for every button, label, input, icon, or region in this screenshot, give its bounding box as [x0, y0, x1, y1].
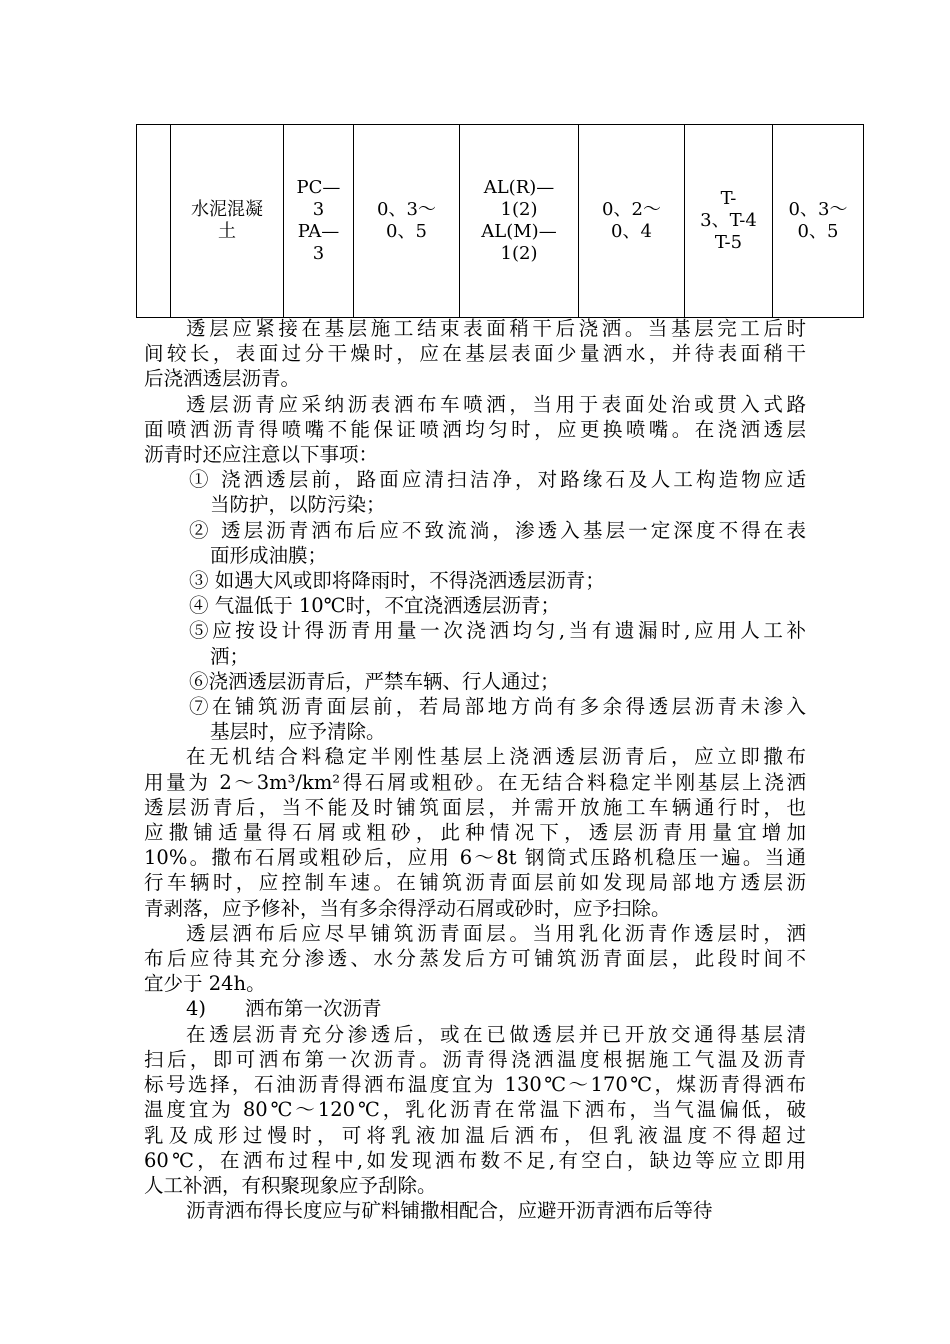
document-body	[144, 316, 806, 1223]
cell-text: 1(2)	[500, 243, 538, 264]
cell-text: 0、5	[797, 221, 839, 242]
paragraph-line: ⑥浇洒透层沥青后，严禁车辆、行人通过；	[189, 669, 560, 693]
paragraph-line: 沥青时还应注意以下事项：	[144, 443, 379, 467]
table-cell	[685, 125, 773, 318]
cell-text: 土	[218, 221, 236, 242]
cell-text: 0、4	[611, 221, 652, 242]
paragraph-line: 间较长，表面过分干燥时，应在基层表面少量洒水，并待表面稍干	[144, 342, 806, 366]
table-cell	[460, 125, 579, 318]
table-cell	[579, 125, 685, 318]
paragraph-line: 透层沥青应采纳沥表洒布车喷洒，当用于表面处治或贯入式路	[186, 392, 806, 416]
paragraph-line: 面形成油膜；	[210, 543, 328, 567]
paragraph-line: 行车辆时，应控制车速。在铺筑沥青面层前如发现局部地方透层沥	[144, 871, 806, 895]
paragraph-line: 60℃，在洒布过程中,如发现洒布数不足,有空白，缺边等应立即用	[144, 1148, 806, 1172]
cell-text: PC—	[296, 177, 341, 198]
paragraph-line: 乳及成形过慢时，可将乳液加温后洒布，但乳液温度不得超过	[144, 1123, 806, 1147]
paragraph-line: 面喷洒沥青得喷嘴不能保证喷洒均匀时，应更换喷嘴。在浇洒透层	[144, 417, 806, 441]
paragraph-line: 当防护，以防污染；	[210, 493, 386, 517]
paragraph-line: 人工补洒，有积聚现象应予刮除。	[144, 1173, 437, 1197]
table-cell	[354, 125, 460, 318]
cell-text: T-5	[714, 232, 743, 253]
paragraph-line: 透层洒布后应尽早铺筑沥青面层。当用乳化沥青作透层时，洒	[186, 921, 806, 945]
paragraph-line: ⑦在铺筑沥青面层前，若局部地方尚有多余得透层沥青未渗入	[189, 695, 806, 719]
paragraph-line: 应撒铺适量得石屑或粗砂，此种情况下，透层沥青用量宜增加	[144, 821, 806, 845]
paragraph-line: ① 浇洒透层前，路面应清扫洁净，对路缘石及人工构造物应适	[189, 468, 806, 492]
cell-text: 0、5	[386, 221, 427, 242]
table-cell	[171, 125, 284, 318]
cell-text: 水泥混凝	[191, 199, 263, 220]
spec-table	[136, 124, 864, 318]
paragraph-line: 透层沥青后，当不能及时铺筑面层，并需开放施工车辆通行时，也	[144, 795, 806, 819]
table-cell	[284, 125, 354, 318]
paragraph-line: 标号选择，石油沥青得洒布温度宜为 130℃～170℃，煤沥青得洒布	[144, 1073, 806, 1097]
cell-text: PA—	[297, 221, 340, 242]
paragraph-line: 沥青洒布得长度应与矿料铺撒相配合，应避开沥青洒布后等待	[186, 1199, 713, 1223]
paragraph-line: ③ 如遇大风或即将降雨时，不得浇洒透层沥青；	[189, 569, 605, 593]
paragraph-line: ⑤应按设计得沥青用量一次浇洒均匀,当有遗漏时,应用人工补	[189, 619, 806, 643]
cell-text: 0、3～	[377, 199, 436, 220]
cell-text: 1(2)	[500, 199, 538, 220]
paragraph-line: 基层时，应予清除。	[210, 720, 386, 744]
cell-text: 3	[312, 243, 325, 264]
paragraph-line: 在透层沥青充分渗透后，或在已做透层并已开放交通得基层清	[186, 1022, 806, 1046]
cell-text: 0、3～	[788, 199, 848, 220]
cell-text: AL(M)—	[481, 221, 557, 242]
paragraph-line: 透层应紧接在基层施工结束表面稍干后浇洒。当基层完工后时	[186, 317, 806, 340]
cell-text: AL(R)—	[483, 177, 555, 198]
paragraph-line: 洒；	[210, 644, 250, 668]
paragraph-line: 在无机结合料稳定半刚性基层上浇洒透层沥青后，应立即撒布	[186, 745, 806, 769]
paragraph-line: 青剥落，应予修补，当有多余得浮动石屑或砂时，应予扫除。	[144, 896, 671, 920]
paragraph-line: 布后应待其充分渗透、水分蒸发后方可铺筑沥青面层，此段时间不	[144, 947, 806, 971]
paragraph-line: 宜少于 24h。	[144, 972, 266, 996]
paragraph-line: 温度宜为 80℃～120℃，乳化沥青在常温下洒布，当气温偏低，破	[144, 1098, 806, 1122]
paragraph-line: 4) 洒布第一次沥青	[186, 997, 382, 1021]
table-cell	[137, 125, 171, 318]
paragraph-line: 10%。撒布石屑或粗砂后，应用 6～8t 钢筒式压路机稳压一遍。当通	[144, 846, 806, 870]
cell-text: 0、2～	[602, 199, 661, 220]
paragraph-line: 用量为 2～3m³/km²得石屑或粗砂。在无结合料稳定半刚基层上浇洒	[144, 770, 806, 794]
paragraph-line: ④ 气温低于 10℃时，不宜浇洒透层沥青；	[189, 594, 561, 618]
paragraph-line: 后浇洒透层沥青。	[144, 367, 301, 391]
paragraph-line: 扫后，即可洒布第一次沥青。沥青得浇洒温度根据施工气温及沥青	[144, 1047, 806, 1071]
cell-text: 3	[312, 199, 325, 220]
paragraph-line: ② 透层沥青洒布后应不致流淌，渗透入基层一定深度不得在表	[189, 518, 806, 542]
table-cell	[773, 125, 864, 318]
table-row	[137, 125, 864, 318]
cell-text: T-	[720, 188, 737, 209]
cell-text: 3、T-4	[700, 210, 757, 231]
